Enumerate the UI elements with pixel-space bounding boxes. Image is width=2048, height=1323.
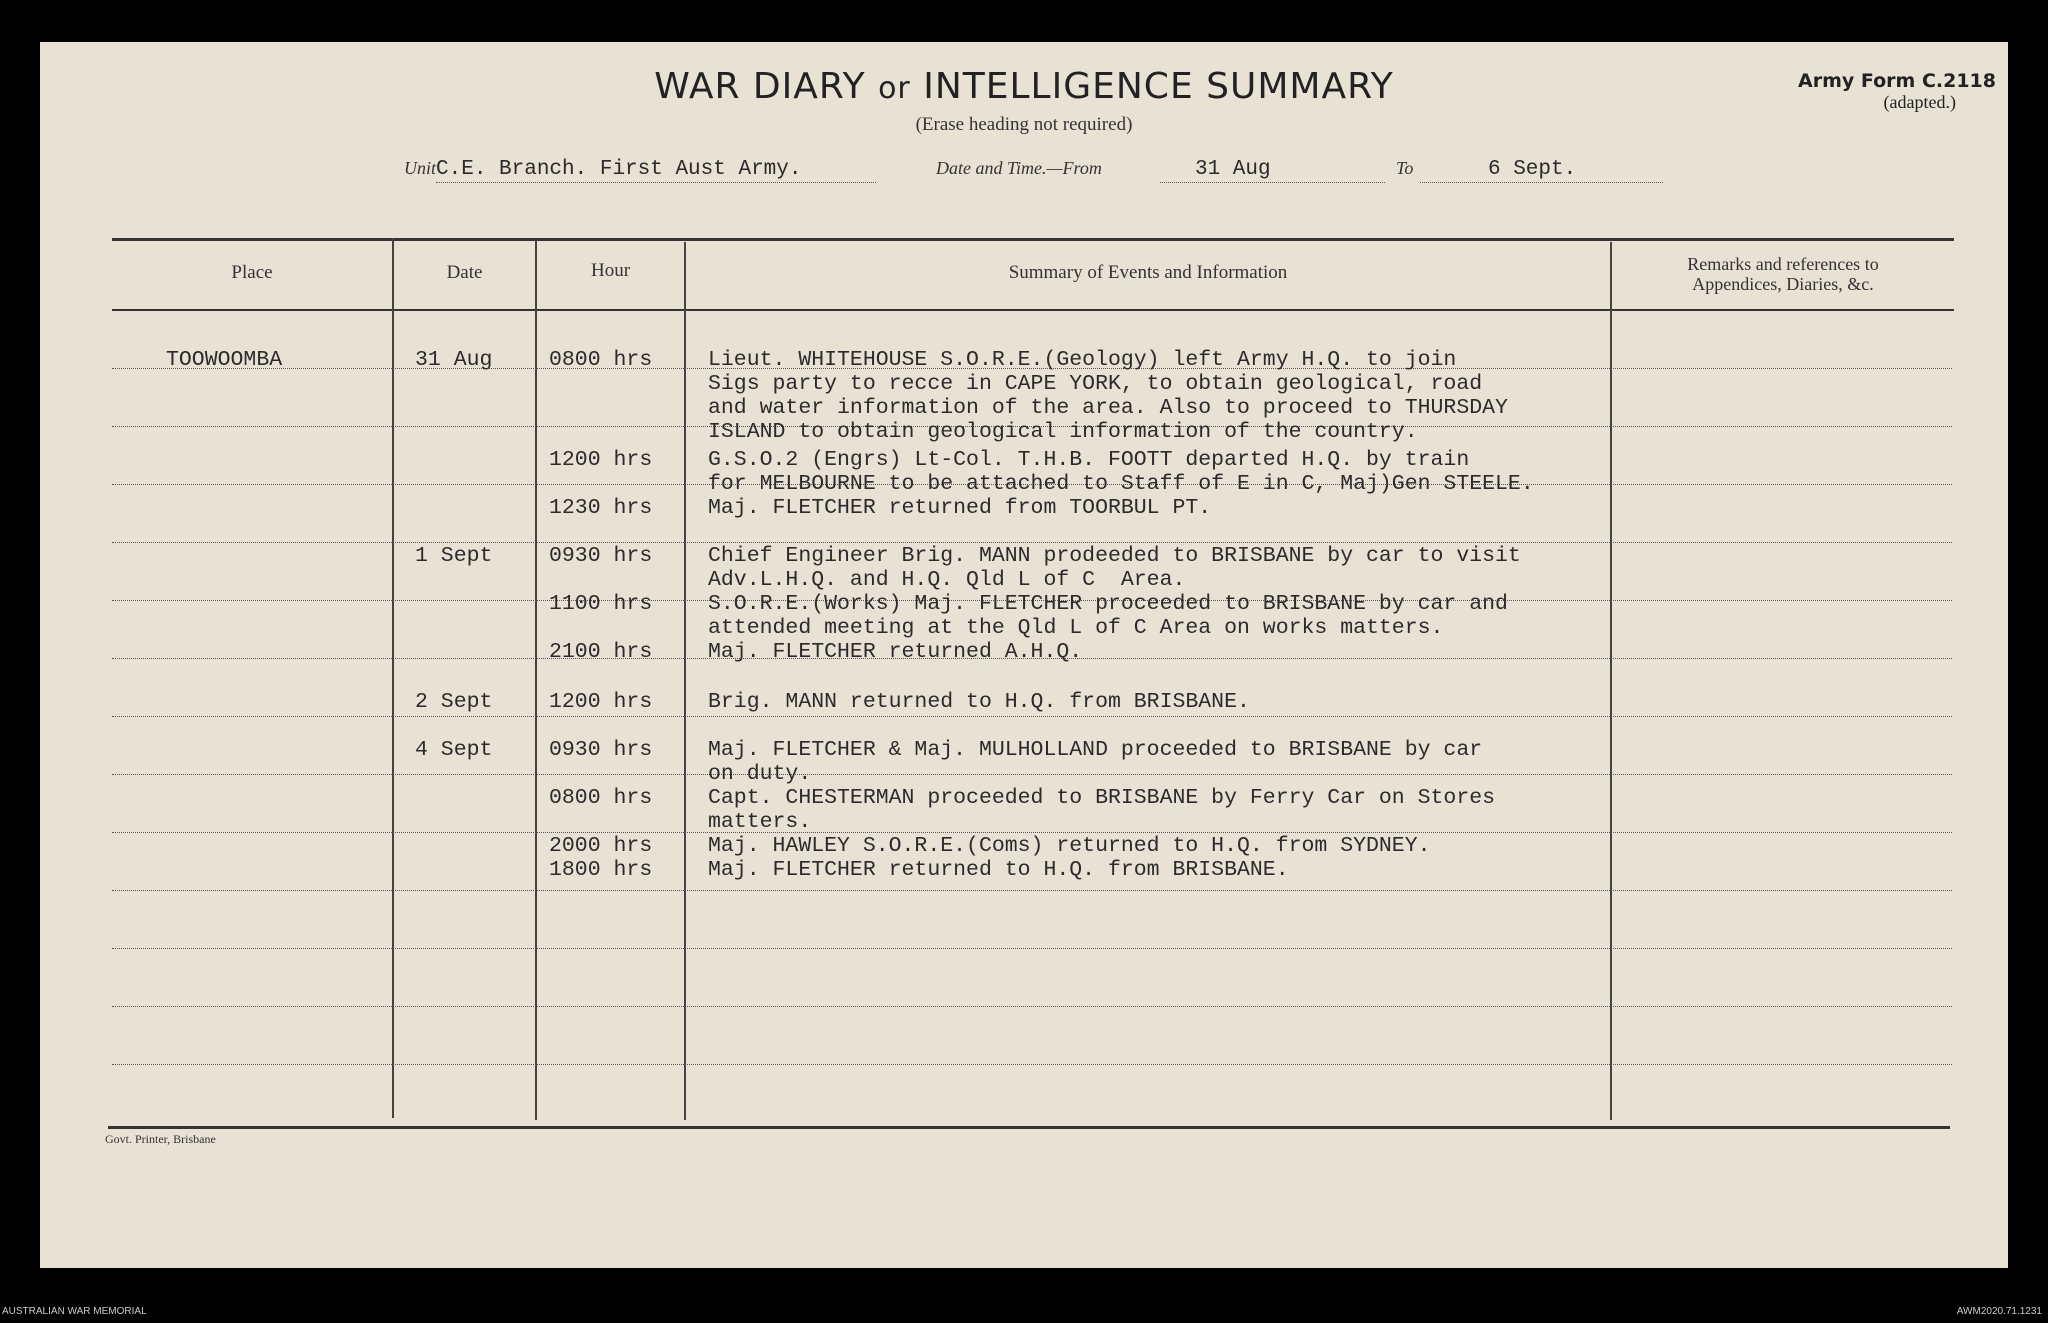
entry-hour: 2100 hrs [549, 640, 653, 664]
remarks-line-2: Appendices, Diaries, &c. [1692, 274, 1874, 294]
table-bottom-rule [108, 1126, 1950, 1129]
entry-summary-line: and water information of the area. Also to proceed to THURSDAY [708, 396, 1508, 420]
column-divider [535, 240, 537, 1120]
remarks-line-1: Remarks and references to [1687, 254, 1879, 274]
date-to-value: 6 Sept. [1488, 158, 1577, 181]
printer-credit: Govt. Printer, Brisbane [105, 1132, 216, 1146]
unit-field [404, 158, 801, 181]
entry-date: 2 Sept [415, 690, 493, 714]
form-reference [1798, 70, 1996, 113]
entry-summary-line: matters. [708, 810, 812, 834]
entry-summary-line: on duty. [708, 762, 812, 786]
form-number: Army Form C.2118 [1798, 70, 1996, 92]
entry-date: 31 Aug [415, 348, 493, 372]
entry-summary-line: Lieut. WHITEHOUSE S.O.R.E.(Geology) left Army H.Q. to join [708, 348, 1457, 372]
entry-summary-line: G.S.O.2 (Engrs) Lt-Col. T.H.B. FOOTT departed H.Q. by train [708, 448, 1470, 472]
ruled-line [112, 774, 1952, 775]
column-header-remarks [1612, 254, 1954, 294]
ruled-line [112, 542, 1952, 543]
title-main: WAR DIARY [654, 66, 866, 107]
archive-caption: AUSTRALIAN WAR MEMORIAL [2, 1306, 147, 1317]
entry-date: 4 Sept [415, 738, 493, 762]
ruled-line [112, 1006, 1952, 1007]
column-header-hour: Hour [590, 260, 631, 281]
date-from-dotline [1160, 182, 1385, 183]
archive-reference: AWM2020.71.1231 [1956, 1306, 2042, 1317]
entry-summary-line: S.O.R.E.(Works) Maj. FLETCHER proceeded to BRISBANE by car and [708, 592, 1508, 616]
entry-hour: 1200 hrs [549, 690, 653, 714]
column-divider [1610, 242, 1612, 1120]
unit-value: C.E. Branch. First Aust Army. [436, 158, 802, 181]
ruled-line [112, 948, 1952, 949]
entry-hour: 0930 hrs [549, 738, 653, 762]
date-to-label: To [1396, 158, 1414, 178]
column-header-date: Date [446, 262, 483, 283]
entry-summary-line: Sigs party to recce in CAPE YORK, to obtain geological, road [708, 372, 1483, 396]
page-title [0, 66, 2048, 107]
ruled-line [112, 1064, 1952, 1065]
entry-summary-line: Maj. FLETCHER returned A.H.Q. [708, 640, 1083, 664]
date-from-label: Date and Time.—From [936, 158, 1102, 178]
entry-summary-line: attended meeting at the Qld L of C Area on works matters. [708, 616, 1444, 640]
title-rest: INTELLIGENCE SUMMARY [923, 66, 1394, 107]
form-adapted: (adapted.) [1883, 92, 1956, 112]
date-from-value: 31 Aug [1195, 158, 1271, 181]
title-or: or [878, 71, 911, 106]
entry-hour: 1200 hrs [549, 448, 653, 472]
entry-summary-line: Brig. MANN returned to H.Q. from BRISBANE. [708, 690, 1250, 714]
entry-summary-line: Maj. FLETCHER returned to H.Q. from BRISBANE. [708, 858, 1289, 882]
date-to-dotline [1420, 182, 1663, 183]
table-top-rule [112, 238, 1954, 241]
entry-date: 1 Sept [415, 544, 493, 568]
page-subtitle: (Erase heading not required) [915, 114, 1133, 135]
column-divider [684, 242, 686, 1120]
entry-summary-line: Capt. CHESTERMAN proceeded to BRISBANE by Ferry Car on Stores [708, 786, 1496, 810]
unit-label: Unit [404, 158, 437, 178]
entry-summary-line: Chief Engineer Brig. MANN prodeeded to BRISBANE by car to visit [708, 544, 1521, 568]
column-divider [392, 238, 394, 1118]
header-bottom-rule [112, 309, 1954, 311]
ruled-line [112, 890, 1952, 891]
entry-place: TOOWOOMBA [166, 348, 283, 372]
entry-summary-line: ISLAND to obtain geological information of the country. [708, 420, 1418, 444]
entry-hour: 0800 hrs [549, 786, 653, 810]
column-header-place: Place [231, 262, 273, 283]
entry-summary-line: Adv.L.H.Q. and H.Q. Qld L of C Area. [708, 568, 1186, 592]
column-header-summary: Summary of Events and Information [1008, 262, 1288, 283]
entry-hour: 1800 hrs [549, 858, 653, 882]
entry-summary-line: Maj. FLETCHER returned from TOORBUL PT. [708, 496, 1212, 520]
entry-hour: 1230 hrs [549, 496, 653, 520]
entry-hour: 2000 hrs [549, 834, 653, 858]
ruled-line [112, 716, 1952, 717]
entry-summary-line: Maj. FLETCHER & Maj. MULHOLLAND proceeded to BRISBANE by car [708, 738, 1483, 762]
entry-hour: 1100 hrs [549, 592, 653, 616]
entry-hour: 0930 hrs [549, 544, 653, 568]
unit-dotline [436, 182, 876, 183]
entry-summary-line: Maj. HAWLEY S.O.R.E.(Coms) returned to H.Q. from SYDNEY. [708, 834, 1431, 858]
ruled-line [112, 832, 1952, 833]
entry-hour: 0800 hrs [549, 348, 653, 372]
entry-summary-line: for MELBOURNE to be attached to Staff of E in C, Maj)Gen STEELE. [708, 472, 1534, 496]
